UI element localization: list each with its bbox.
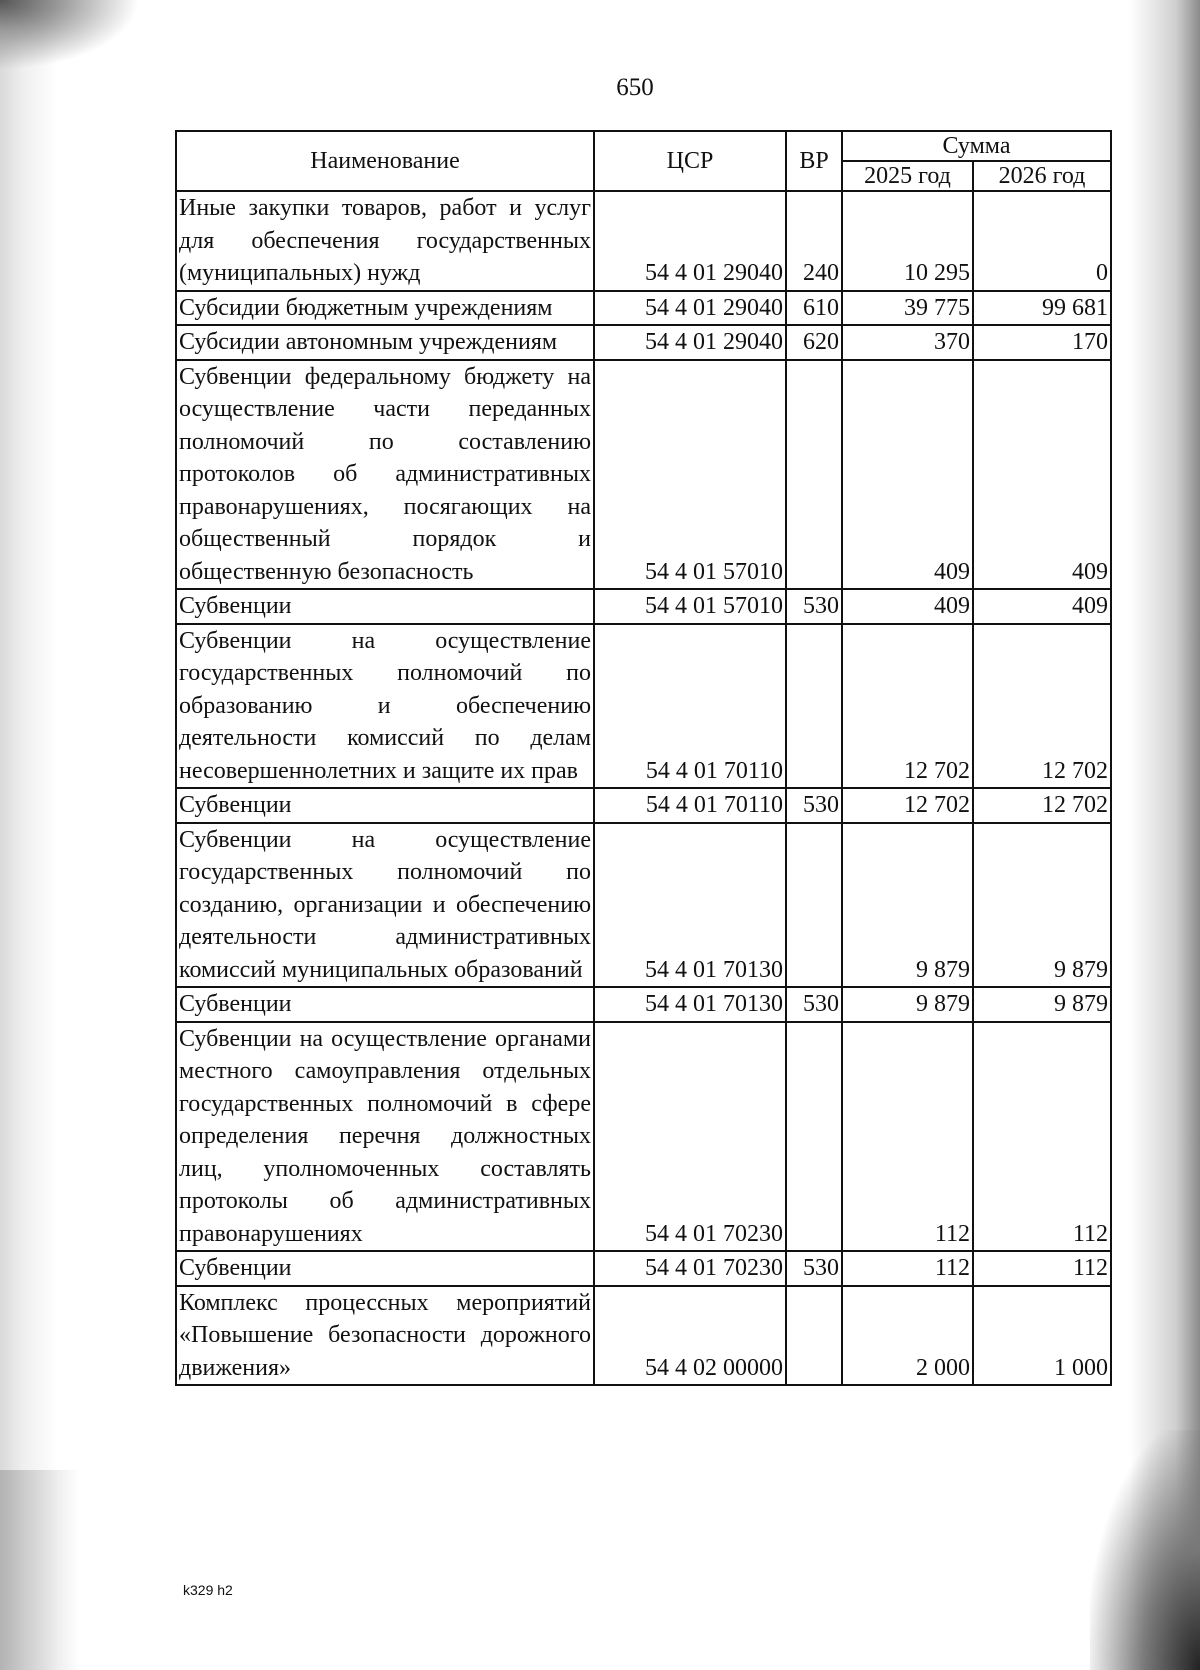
row-sum-2025: 409 xyxy=(842,360,973,590)
scan-shadow-top xyxy=(0,0,140,70)
row-sum-2025: 12 702 xyxy=(842,788,973,823)
table-header xyxy=(176,131,1111,191)
row-vr: 530 xyxy=(786,987,842,1022)
row-vr xyxy=(786,624,842,789)
header-year-2025: 2025 год xyxy=(842,161,973,191)
row-name: Субвенции на осуществление органами местного самоуправления отдельных государственных полномочий в сфере определения перечня должностных лиц, уполномоченных составлять протоколы об административных правонарушениях xyxy=(176,1022,594,1252)
row-csr: 54 4 01 70110 xyxy=(594,788,786,823)
row-csr: 54 4 01 70230 xyxy=(594,1251,786,1286)
table-body xyxy=(176,191,1111,1385)
table-row xyxy=(176,360,1111,590)
table-row xyxy=(176,624,1111,789)
row-name: Субвенции на осуществление государственных полномочий по образованию и обеспечению деятельности комиссий по делам несовершеннолетних и защите их прав xyxy=(176,624,594,789)
scan-shadow-bottom-left xyxy=(0,1470,80,1670)
row-name: Субвенции xyxy=(176,987,594,1022)
row-sum-2026: 1 000 xyxy=(973,1286,1111,1386)
row-sum-2026: 112 xyxy=(973,1251,1111,1286)
row-csr: 54 4 01 57010 xyxy=(594,360,786,590)
row-vr xyxy=(786,823,842,988)
row-sum-2025: 409 xyxy=(842,589,973,624)
scan-shadow-right xyxy=(1130,0,1200,1670)
row-csr: 54 4 01 70130 xyxy=(594,987,786,1022)
row-sum-2025: 39 775 xyxy=(842,291,973,326)
row-csr: 54 4 01 70230 xyxy=(594,1022,786,1252)
table-row xyxy=(176,1251,1111,1286)
row-vr: 530 xyxy=(786,1251,842,1286)
row-name: Субвенции на осуществление государственных полномочий по созданию, организации и обеспечению деятельности административных комиссий муниципальных образований xyxy=(176,823,594,988)
table-row xyxy=(176,291,1111,326)
budget-table xyxy=(175,130,1112,1386)
scan-shadow-left xyxy=(0,0,58,1670)
table-row xyxy=(176,788,1111,823)
row-csr: 54 4 02 00000 xyxy=(594,1286,786,1386)
row-csr: 54 4 01 29040 xyxy=(594,191,786,291)
row-vr: 620 xyxy=(786,325,842,360)
row-sum-2026: 12 702 xyxy=(973,788,1111,823)
row-sum-2025: 2 000 xyxy=(842,1286,973,1386)
row-name: Субсидии бюджетным учреждениям xyxy=(176,291,594,326)
row-csr: 54 4 01 29040 xyxy=(594,291,786,326)
row-vr: 530 xyxy=(786,788,842,823)
page-number: 650 xyxy=(616,74,654,101)
row-sum-2025: 12 702 xyxy=(842,624,973,789)
row-vr: 240 xyxy=(786,191,842,291)
row-sum-2025: 10 295 xyxy=(842,191,973,291)
row-csr: 54 4 01 70130 xyxy=(594,823,786,988)
row-sum-2025: 9 879 xyxy=(842,823,973,988)
row-sum-2026: 99 681 xyxy=(973,291,1111,326)
row-name: Субвенции федеральному бюджету на осуществление части переданных полномочий по составлению протоколов об административных правонарушениях, посягающих на общественный порядок и общественную безопасность xyxy=(176,360,594,590)
table-row xyxy=(176,823,1111,988)
row-sum-2026: 170 xyxy=(973,325,1111,360)
row-sum-2025: 9 879 xyxy=(842,987,973,1022)
row-sum-2026: 112 xyxy=(973,1022,1111,1252)
row-name: Субвенции xyxy=(176,589,594,624)
table-row xyxy=(176,325,1111,360)
header-sum: Сумма xyxy=(842,131,1111,161)
scan-shadow-bottom-right xyxy=(1090,1430,1200,1670)
row-sum-2026: 9 879 xyxy=(973,823,1111,988)
row-vr xyxy=(786,360,842,590)
row-name: Субвенции xyxy=(176,788,594,823)
row-vr: 610 xyxy=(786,291,842,326)
row-csr: 54 4 01 70110 xyxy=(594,624,786,789)
row-name: Комплекс процессных мероприятий «Повышение безопасности дорожного движения» xyxy=(176,1286,594,1386)
row-sum-2026: 9 879 xyxy=(973,987,1111,1022)
row-csr: 54 4 01 57010 xyxy=(594,589,786,624)
table-row xyxy=(176,1286,1111,1386)
header-year-2026: 2026 год xyxy=(973,161,1111,191)
table-row xyxy=(176,589,1111,624)
row-name: Субсидии автономным учреждениям xyxy=(176,325,594,360)
table-row xyxy=(176,987,1111,1022)
row-sum-2025: 112 xyxy=(842,1022,973,1252)
row-sum-2025: 112 xyxy=(842,1251,973,1286)
row-vr xyxy=(786,1286,842,1386)
row-sum-2026: 0 xyxy=(973,191,1111,291)
header-name: Наименование xyxy=(176,131,594,191)
row-sum-2026: 409 xyxy=(973,360,1111,590)
table-row xyxy=(176,191,1111,291)
row-sum-2025: 370 xyxy=(842,325,973,360)
row-name: Иные закупки товаров, работ и услуг для обеспечения государственных (муниципальных) нужд xyxy=(176,191,594,291)
row-sum-2026: 409 xyxy=(973,589,1111,624)
row-vr xyxy=(786,1022,842,1252)
footer-code: k329 h2 xyxy=(183,1582,233,1598)
row-sum-2026: 12 702 xyxy=(973,624,1111,789)
row-csr: 54 4 01 29040 xyxy=(594,325,786,360)
row-name: Субвенции xyxy=(176,1251,594,1286)
table-row xyxy=(176,1022,1111,1252)
header-vr: ВР xyxy=(786,131,842,191)
row-vr: 530 xyxy=(786,589,842,624)
header-csr: ЦСР xyxy=(594,131,786,191)
